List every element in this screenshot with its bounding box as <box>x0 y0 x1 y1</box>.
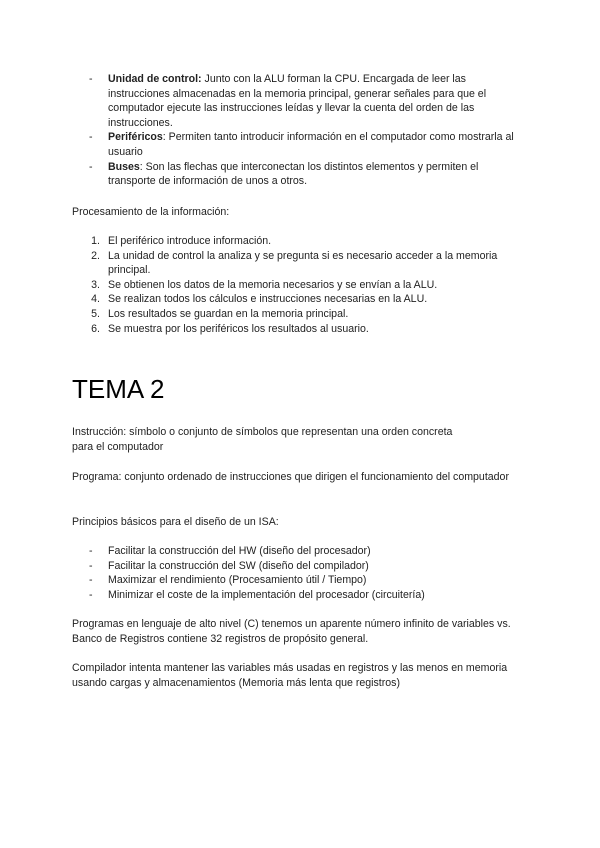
list-item: - Minimizar el coste de la implementación del procesador (circuitería) <box>89 588 425 601</box>
definition-programa: Programa: conjunto ordenado de instrucciones que dirigen el funcionamiento del computador <box>72 471 509 483</box>
list-item: 2. La unidad de control la analiza y se pregunta si es necesario acceder a la memoria principal. <box>91 249 498 277</box>
processing-steps <box>72 234 528 336</box>
paragraph-programas: Programas en lenguaje de alto nivel (C) tenemos un aparente número infinito de variables vs. Banco de Registros contiene 32 registros de propósito general. <box>72 618 511 645</box>
definition-instruccion: Instrucción: símbolo o conjunto de símbolos que representan una orden concreta para el computador <box>72 426 453 453</box>
list-item: 1. El periférico introduce información. <box>91 235 272 247</box>
list-item: - Periféricos: Permiten tanto introducir información en el computador como mostrarla al usuario <box>89 131 514 158</box>
component-text: : Son las flechas que interconectan los distintos elementos y permiten el transporte de información de unos a otros. <box>108 160 479 188</box>
list-item: 5. Los resultados se guardan en la memoria principal. <box>91 307 349 320</box>
component-text: Junto con la ALU forman la CPU. Encargada de leer las instrucciones almacenadas en la memoria principal, generar señales para que el computador ejecute las instrucciones leídas y llevar la cuenta del orden de las instrucciones. <box>108 73 487 129</box>
principios-list <box>72 544 528 602</box>
list-item: 4. Se realizan todos los cálculos e instrucciones necesarias en la ALU. <box>91 293 428 306</box>
component-term: Unidad de control: <box>108 73 202 85</box>
component-text: : Permiten tanto introducir información en el computador como mostrarla al usuario <box>108 131 514 158</box>
principios-heading: Principios básicos para el diseño de un ISA: <box>72 516 279 528</box>
paragraph-compilador: Compilador intenta mantener las variables más usadas en registros y las menos en memoria usando cargas y almacenamientos (Memoria más lenta que registros) <box>72 662 508 689</box>
list-item: - Facilitar la construcción del HW (diseño del procesador) <box>89 545 371 557</box>
components-list <box>72 72 528 189</box>
list-item: 6. Se muestra por los periféricos los resultados al usuario. <box>91 322 369 335</box>
list-item: - Maximizar el rendimiento (Procesamiento útil / Tiempo) <box>89 574 367 587</box>
list-item: - Facilitar la construcción del SW (diseño del compilador) <box>89 559 369 572</box>
list-item: - Buses: Son las flechas que interconectan los distintos elementos y permiten el transporte de información de unos a otros. <box>89 160 479 188</box>
component-term: Buses <box>108 160 140 173</box>
component-term: Periféricos <box>108 131 163 144</box>
section-title: TEMA 2 <box>72 374 165 404</box>
processing-heading: Procesamiento de la información: <box>72 206 230 218</box>
list-item: 3. Se obtienen los datos de la memoria necesarios y se envían a la ALU. <box>91 278 438 291</box>
list-item: - Unidad de control: Junto con la ALU forman la CPU. Encargada de leer las instrucciones almacenadas en la memoria principal, generar señales para que el computador ejecute las instrucciones leídas y llevar la cuenta del orden de las instrucciones. <box>89 73 487 129</box>
